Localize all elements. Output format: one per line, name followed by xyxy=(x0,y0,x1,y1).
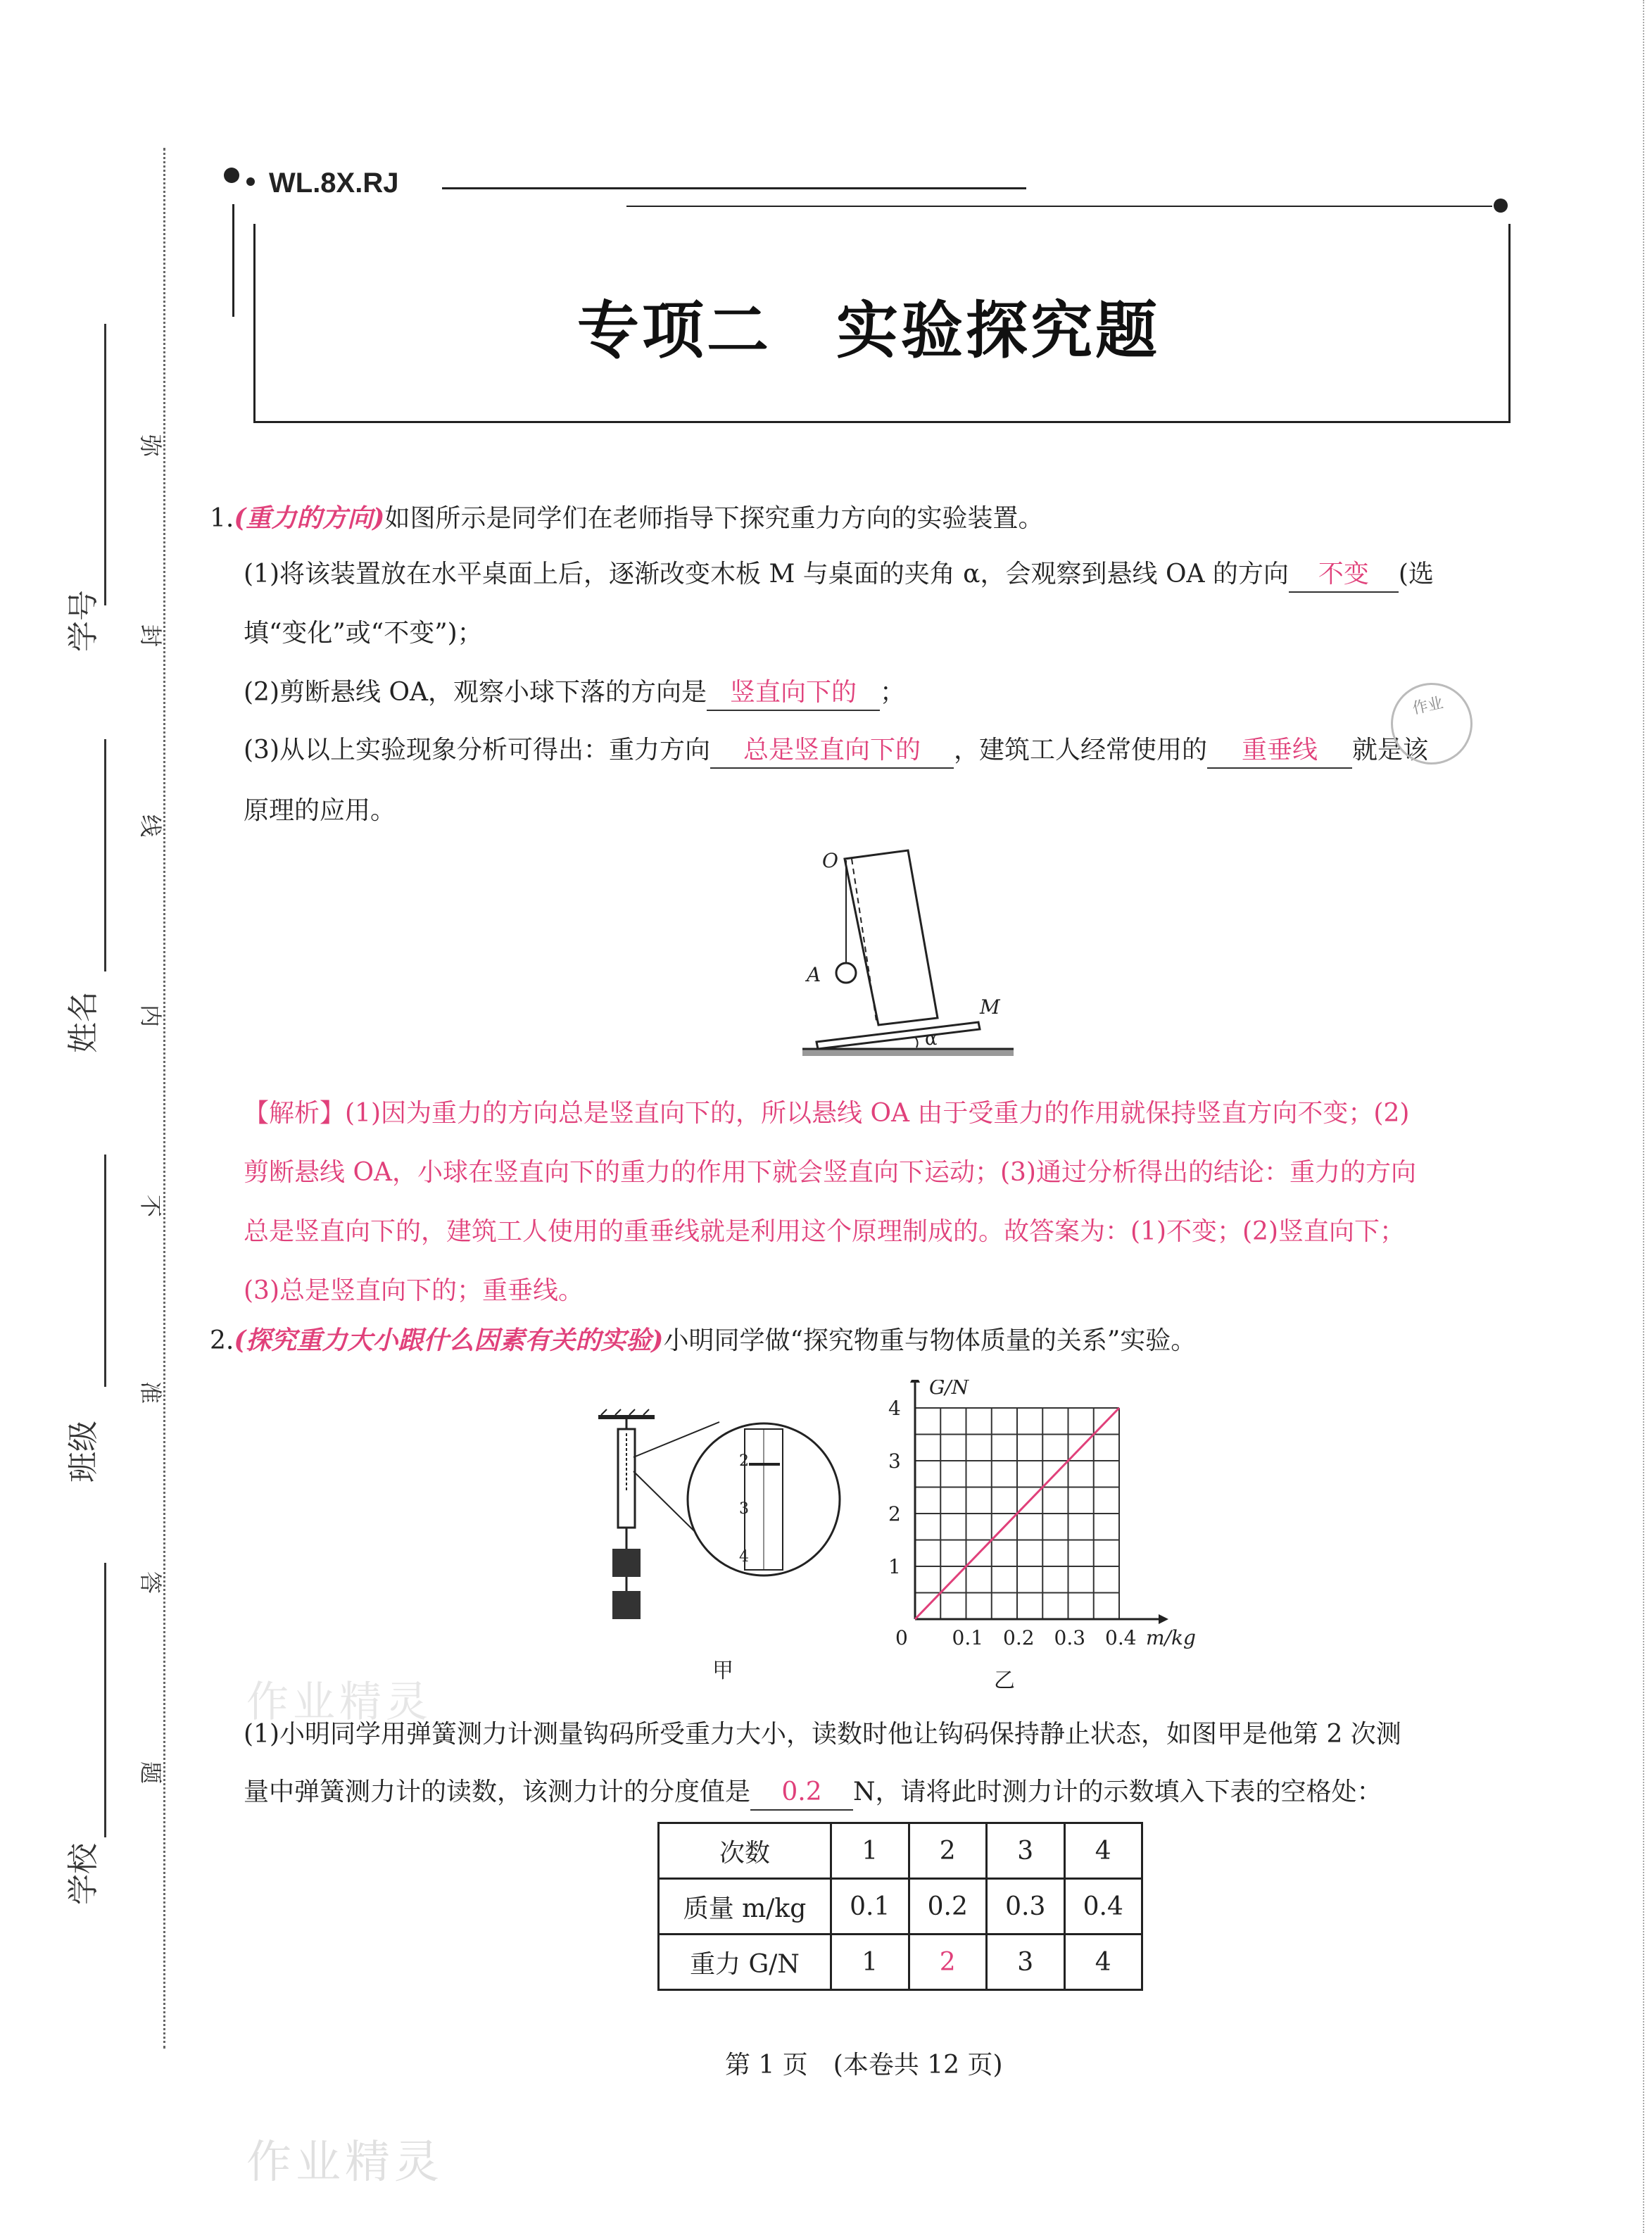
header-dot-small xyxy=(246,177,255,186)
table-cell: 4 xyxy=(1064,1823,1142,1879)
table-cell: 3 xyxy=(987,1823,1065,1879)
watermark: 作业精灵 xyxy=(246,1678,432,1727)
q1-stem: 1.(重力的方向)如图所示是同学们在老师指导下探究重力方向的实验装置。 xyxy=(210,503,1044,533)
table-cell: 0.2 xyxy=(909,1879,987,1935)
seal-word: 封 xyxy=(137,624,165,648)
q1-answer-4[interactable]: 重垂线 xyxy=(1207,734,1352,769)
table-cell: 0.3 xyxy=(987,1879,1065,1935)
table-cell: 2 xyxy=(909,1823,987,1879)
table-cell: 4 xyxy=(1064,1935,1142,1990)
page-footer: 第 1 页 (本卷共 12 页) xyxy=(725,2051,1003,2080)
title-frame-outer xyxy=(232,204,234,317)
table-cell: 1 xyxy=(831,1823,909,1879)
seal-word: 答 xyxy=(137,1571,165,1594)
wooden-stand xyxy=(845,850,938,1025)
table-row xyxy=(659,1935,1142,1990)
q1-analysis-line-2: 剪断悬线 OA，小球在竖直向下的重力的作用下就会竖直向下运动；(3)通过分析得出的结论：重力的方向 xyxy=(244,1158,1416,1187)
header-code: WL.8X.RJ xyxy=(269,168,399,199)
table-cell: 0.1 xyxy=(831,1879,909,1935)
header-dot-left xyxy=(224,168,239,183)
y-tick-label: 2 xyxy=(888,1502,901,1526)
stamp-text: 作业 xyxy=(1411,694,1445,718)
label-o: O xyxy=(822,849,838,872)
spring-scale-figure xyxy=(591,1408,873,1675)
x-axis-arrow xyxy=(1159,1614,1168,1624)
y-tick-label: 1 xyxy=(888,1555,901,1578)
x-tick-label: 0.2 xyxy=(1003,1626,1035,1649)
y-tick-label: 4 xyxy=(888,1397,901,1420)
q1-part3-cont: 原理的应用。 xyxy=(244,796,396,825)
ceiling-hatch xyxy=(615,1409,621,1415)
label-school: 学校 xyxy=(65,1843,101,1905)
table-cell: 重力 G/N xyxy=(659,1935,831,1990)
header-dot-right xyxy=(1494,199,1508,213)
data-table xyxy=(657,1822,1143,1991)
x-tick-label: 0.1 xyxy=(952,1626,984,1649)
x-tick-label: 0 xyxy=(895,1626,908,1649)
table-cell: 0.4 xyxy=(1064,1879,1142,1935)
q1-answer-1[interactable]: 不变 xyxy=(1289,558,1399,593)
sidebar-line-3 xyxy=(104,1155,106,1387)
page-title: 专项二 实验探究题 xyxy=(577,294,1161,367)
table-cell: 质量 m/kg xyxy=(659,1879,831,1935)
sidebar-line-2 xyxy=(104,739,106,971)
table-cell: 次数 xyxy=(659,1823,831,1879)
table-row xyxy=(659,1879,1142,1935)
label-m: M xyxy=(980,995,1000,1019)
ceiling-hatch xyxy=(643,1409,649,1415)
q1-part3: (3)从以上实验现象分析可得出：重力方向 总是竖直向下的 ，建筑工人经常使用的 重垂线 就是该 xyxy=(244,734,1428,769)
zoom-mark: 4 xyxy=(739,1548,749,1566)
weight-2 xyxy=(612,1591,641,1619)
watermark: 作业精灵 xyxy=(246,2137,443,2189)
label-student-id: 学号 xyxy=(65,590,101,652)
q1-figure xyxy=(795,838,1028,1070)
right-edge-line xyxy=(1643,0,1644,2233)
seal-word: 线 xyxy=(137,814,165,838)
ceiling xyxy=(598,1415,655,1419)
ball-a xyxy=(836,963,856,983)
fig-yi-label: 乙 xyxy=(994,1668,1015,1693)
header-rule-right xyxy=(626,206,1492,207)
q2-answer-1[interactable]: 0.2 xyxy=(750,1775,853,1811)
table-cell: 1 xyxy=(831,1935,909,1990)
x-tick-label: 0.4 xyxy=(1105,1626,1137,1649)
table-answer-cell[interactable]: 2 xyxy=(909,1935,987,1990)
y-tick-label: 3 xyxy=(888,1449,901,1473)
q1-part2: (2)剪断悬线 OA，观察小球下落的方向是 竖直向下的 ； xyxy=(244,676,905,711)
ceiling-hatch xyxy=(629,1409,635,1415)
seal-word: 不 xyxy=(137,1194,165,1218)
q1-part1-cont: 填“变化”或“不变”)； xyxy=(244,619,483,648)
label-alpha: α xyxy=(925,1029,938,1050)
x-axis-label: m/kg xyxy=(1146,1626,1196,1649)
sidebar-line-4 xyxy=(104,1563,106,1837)
header-rule-top xyxy=(442,187,1026,189)
q1-answer-3[interactable]: 总是竖直向下的 xyxy=(710,734,954,769)
label-a: A xyxy=(807,963,821,986)
board-m xyxy=(816,1022,980,1049)
sidebar-line-1 xyxy=(104,324,106,605)
fig-jia-label: 甲 xyxy=(712,1659,733,1683)
q1-answer-2[interactable]: 竖直向下的 xyxy=(707,676,880,711)
q1-analysis-line-3: 总是竖直向下的，建筑工人使用的重垂线就是利用这个原理制成的。故答案为：(1)不变；(2)竖直向下； xyxy=(244,1217,1405,1246)
angle-alpha-arc xyxy=(915,1037,918,1048)
table-row xyxy=(659,1823,1142,1879)
q2-part1: (1)小明同学用弹簧测力计测量钩码所受重力大小，读数时他让钩码保持静止状态，如图甲是他第 2 次测 xyxy=(244,1720,1401,1749)
table-cell: 3 xyxy=(987,1935,1065,1990)
q1-analysis-line-4: (3)总是竖直向下的；重垂线。 xyxy=(244,1276,584,1305)
seal-word: 题 xyxy=(137,1761,165,1785)
y-axis-arrow xyxy=(910,1380,920,1383)
weight-1 xyxy=(612,1549,641,1577)
q2-part1-cont: 量中弹簧测力计的读数，该测力计的分度值是 0.2 N，请将此时测力计的示数填入下表的空格处： xyxy=(244,1775,1382,1811)
gm-chart xyxy=(859,1380,1225,1661)
q1-part1: (1)将该装置放在水平桌面上后，逐渐改变木板 M 与桌面的夹角 α，会观察到悬线 OA 的方向 不变 (选 xyxy=(244,558,1434,593)
seal-word: 准 xyxy=(137,1380,165,1404)
seal-word: 内 xyxy=(137,1004,165,1028)
label-class: 班级 xyxy=(65,1421,101,1483)
label-name: 姓名 xyxy=(65,991,101,1053)
seal-word: 弥 xyxy=(137,434,165,458)
y-axis-label: G/N xyxy=(929,1380,969,1399)
x-tick-label: 0.3 xyxy=(1054,1626,1086,1649)
q2-stem: 2.(探究重力大小跟什么因素有关的实验)小明同学做“探究物重与物体质量的关系”实验。 xyxy=(210,1326,1197,1355)
zoom-mark: 3 xyxy=(739,1500,749,1518)
q1-analysis-line-1: 【解析】(1)因为重力的方向总是竖直向下的，所以悬线 OA 由于受重力的作用就保持竖直方向不变；(2) xyxy=(244,1099,1410,1128)
ceiling-hatch xyxy=(601,1409,607,1415)
zoom-mark: 2 xyxy=(739,1452,749,1470)
